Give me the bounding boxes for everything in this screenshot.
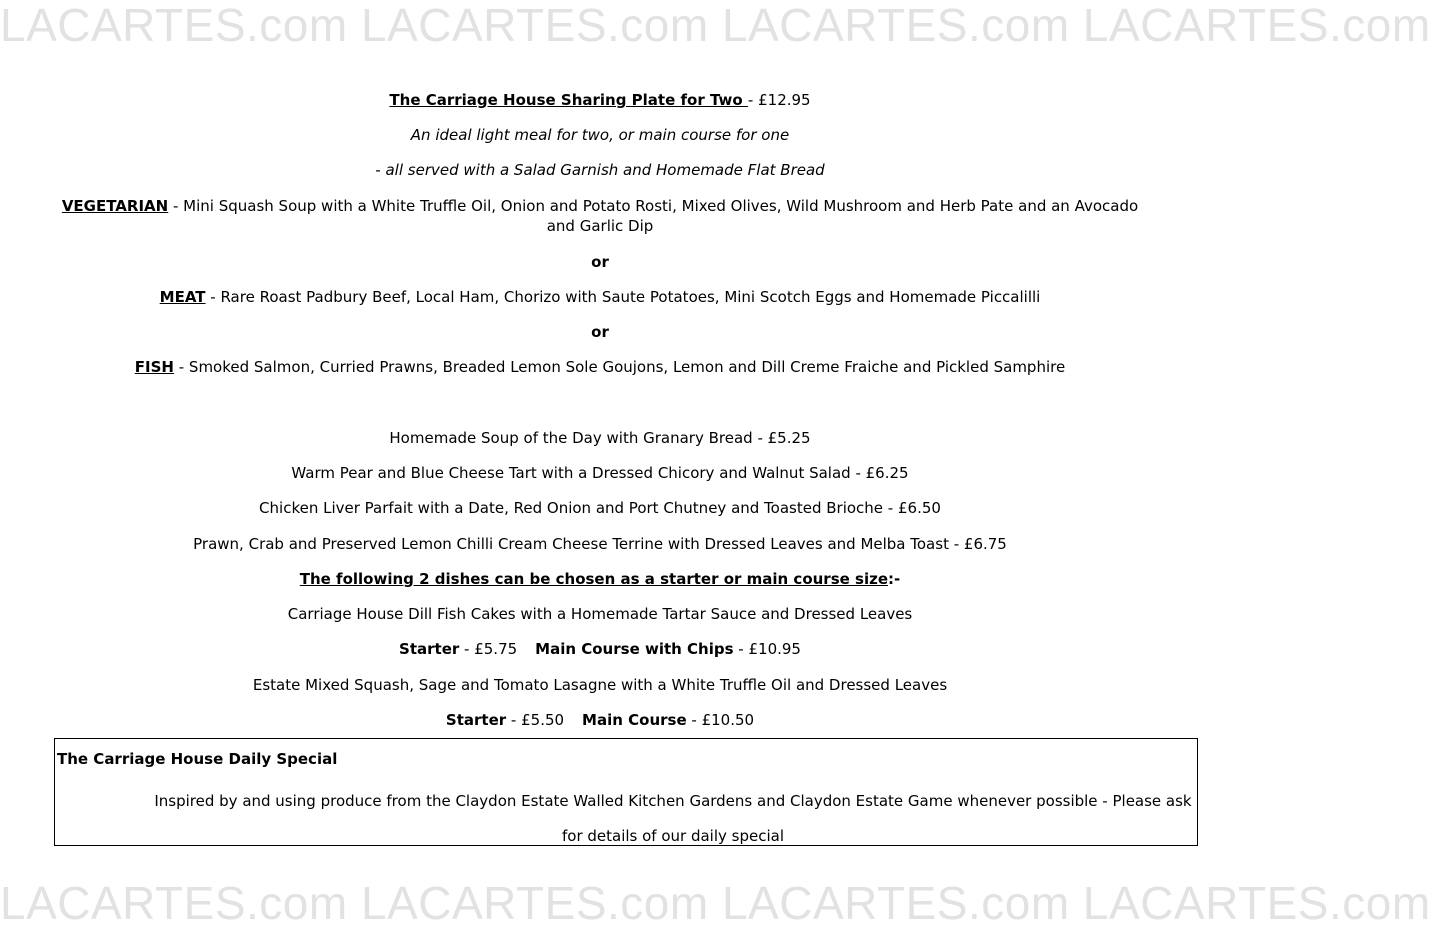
sharing-plate-desc-2: - all served with a Salad Garnish and Homemade Flat Bread bbox=[375, 161, 825, 179]
daily-special-box bbox=[54, 738, 1198, 846]
fish-cakes-prices bbox=[0, 639, 1200, 659]
daily-special-text: Inspired by and using produce from the Claydon Estate Walled Kitchen Gardens and Claydon Estate Game whenever possible - Please ask for details of our daily special bbox=[154, 792, 1192, 845]
daily-special-title: The Carriage House Daily Special bbox=[57, 750, 338, 768]
starter-item: Chicken Liver Parfait with a Date, Red Onion and Port Chutney and Toasted Brioche - £6.50 bbox=[259, 499, 941, 517]
meat-label: MEAT bbox=[159, 288, 206, 306]
dual-size-heading bbox=[0, 569, 1200, 589]
meat-text: - Rare Roast Padbury Beef, Local Ham, Chorizo with Saute Potatoes, Mini Scotch Eggs and Homemade Piccalilli bbox=[205, 288, 1041, 306]
lasagne-starter-price: - £5.50 bbox=[506, 711, 565, 729]
lasagne-prices bbox=[0, 710, 1200, 730]
lasagne-starter-label: Starter bbox=[445, 711, 507, 729]
starter-item: Prawn, Crab and Preserved Lemon Chilli Cream Cheese Terrine with Dressed Leaves and Melba Toast - £6.75 bbox=[193, 535, 1007, 553]
dual-size-heading-suffix: :- bbox=[888, 570, 901, 588]
watermark-bottom: LACARTES.com LACARTES.com LACARTES.com LACARTES.com bbox=[0, 877, 1431, 929]
watermark-top: LACARTES.com LACARTES.com LACARTES.com LACARTES.com bbox=[0, 0, 1431, 51]
starter-item: Homemade Soup of the Day with Granary Bread - £5.25 bbox=[389, 429, 811, 447]
vegetarian-label: VEGETARIAN bbox=[61, 197, 169, 215]
dual-size-heading-text: The following 2 dishes can be chosen as a starter or main course size bbox=[299, 570, 888, 588]
sharing-plate-desc-1: An ideal light meal for two, or main course for one bbox=[410, 126, 790, 144]
fish-option bbox=[0, 357, 1200, 377]
sharing-plate-price: - £12.95 bbox=[747, 91, 811, 109]
sharing-plate-title: The Carriage House Sharing Plate for Two bbox=[389, 91, 748, 109]
or-separator-2: or bbox=[591, 323, 609, 341]
meat-option bbox=[0, 287, 1200, 307]
vegetarian-text: - Mini Squash Soup with a White Truffle Oil, Onion and Potato Rosti, Mixed Olives, Wild Mushroom and Herb Pate and an Avocado and Garlic Dip bbox=[168, 197, 1139, 235]
or-separator-1: or bbox=[591, 253, 609, 271]
vegetarian-option bbox=[50, 196, 1150, 236]
fish-text: - Smoked Salmon, Curried Prawns, Breaded Lemon Sole Goujons, Lemon and Dill Creme Fraiche and Pickled Samphire bbox=[173, 358, 1066, 376]
lasagne-dish: Estate Mixed Squash, Sage and Tomato Lasagne with a White Truffle Oil and Dressed Leaves bbox=[252, 676, 948, 694]
lasagne-main-price: - £10.50 bbox=[686, 711, 755, 729]
lasagne-main-label: Main Course bbox=[582, 711, 687, 729]
fish-cakes-main-price: - £10.95 bbox=[733, 640, 801, 658]
fish-cakes-dish: Carriage House Dill Fish Cakes with a Homemade Tartar Sauce and Dressed Leaves bbox=[287, 605, 913, 623]
starter-item: Warm Pear and Blue Cheese Tart with a Dressed Chicory and Walnut Salad - £6.25 bbox=[291, 464, 909, 482]
fish-label: FISH bbox=[134, 358, 174, 376]
fish-cakes-starter-price: - £5.75 bbox=[459, 640, 518, 658]
fish-cakes-main-label: Main Course with Chips bbox=[535, 640, 734, 658]
sharing-plate-heading bbox=[0, 90, 1200, 110]
fish-cakes-starter-label: Starter bbox=[399, 640, 460, 658]
